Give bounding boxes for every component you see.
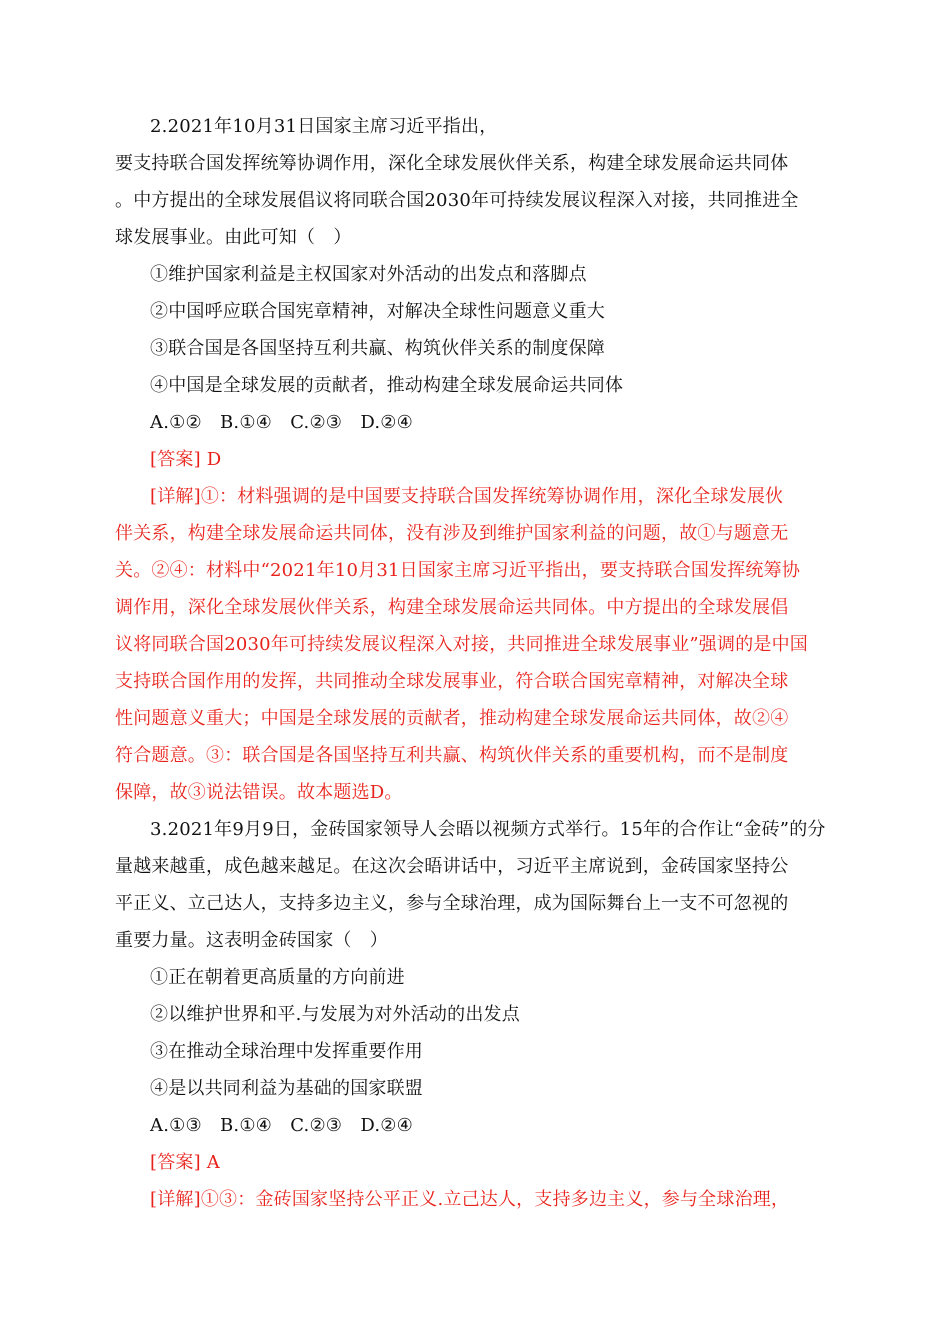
q2-explain-line-2: 伴关系，构建全球发展命运共同体，没有涉及到维护国家利益的问题，故①与题意无 [115,523,789,544]
q2-option-2: ②中国呼应联合国宪章精神，对解决全球性问题意义重大 [150,301,605,322]
q2-stem-line-3: 。中方提出的全球发展倡议将同联合国2030年可持续发展议程深入对接，共同推进全 [115,190,799,211]
q3-explain-line-1: [详解]①③：金砖国家坚持公平正义.立己达人，支持多边主义，参与全球治理， [150,1189,790,1210]
q3-stem-line-2: 量越来越重，成色越来越足。在这次会晤讲话中，习近平主席说到，金砖国家坚持公 [115,856,789,877]
q2-explain-line-8: 符合题意。③：联合国是各国坚持互利共赢、构筑伙伴关系的重要机构，而不是制度 [115,745,789,766]
q2-explain-line-3: 关。②④：材料中“2021年10月31日国家主席习近平指出，要支持联合国发挥统筹协 [115,560,801,581]
q2-answer: [答案] D [150,449,222,470]
q2-explain-line-1: [详解]①：材料强调的是中国要支持联合国发挥统筹协调作用，深化全球发展伙 [150,486,784,507]
q3-option-3: ③在推动全球治理中发挥重要作用 [150,1041,423,1062]
q2-option-3: ③联合国是各国坚持互利共赢、构筑伙伴关系的制度保障 [150,338,605,359]
q2-option-1: ①维护国家利益是主权国家对外活动的出发点和落脚点 [150,264,587,285]
q2-explain-line-9: 保障，故③说法错误。故本题选D。 [115,782,403,803]
q3-choices: A.①③ B.①④ C.②③ D.②④ [150,1115,413,1136]
q2-explain-line-6: 支持联合国作用的发挥，共同推动全球发展事业，符合联合国宪章精神，对解决全球 [115,671,789,692]
q2-explain-line-7: 性问题意义重大；中国是全球发展的贡献者，推动构建全球发展命运共同体，故②④ [115,708,789,729]
q2-explain-line-5: 议将同联合国2030年可持续发展议程深入对接，共同推进全球发展事业”强调的是中国 [115,634,809,655]
q3-stem-line-3: 平正义、立己达人，支持多边主义，参与全球治理，成为国际舞台上一支不可忽视的 [115,893,789,914]
q2-choices: A.①② B.①④ C.②③ D.②④ [150,412,413,433]
q3-answer: [答案] A [150,1152,220,1173]
q3-stem-line-1: 3.2021年9月9日，金砖国家领导人会晤以视频方式举行。15年的合作让“金砖”的分 [150,819,826,840]
q2-option-4: ④中国是全球发展的贡献者，推动构建全球发展命运共同体 [150,375,624,396]
q3-option-4: ④是以共同利益为基础的国家联盟 [150,1078,423,1099]
q3-option-2: ②以维护世界和平.与发展为对外活动的出发点 [150,1004,520,1025]
q2-stem-line-1: 2.2021年10月31日国家主席习近平指出， [150,116,498,137]
q2-stem-line-2: 要支持联合国发挥统筹协调作用，深化全球发展伙伴关系，构建全球发展命运共同体 [115,153,789,174]
q3-stem-line-4: 重要力量。这表明金砖国家（ ） [115,930,388,951]
q3-option-1: ①正在朝着更高质量的方向前进 [150,967,405,988]
q2-stem-line-4: 球发展事业。由此可知（ ） [115,227,352,248]
q2-explain-line-4: 调作用，深化全球发展伙伴关系，构建全球发展命运共同体。中方提出的全球发展倡 [115,597,789,618]
